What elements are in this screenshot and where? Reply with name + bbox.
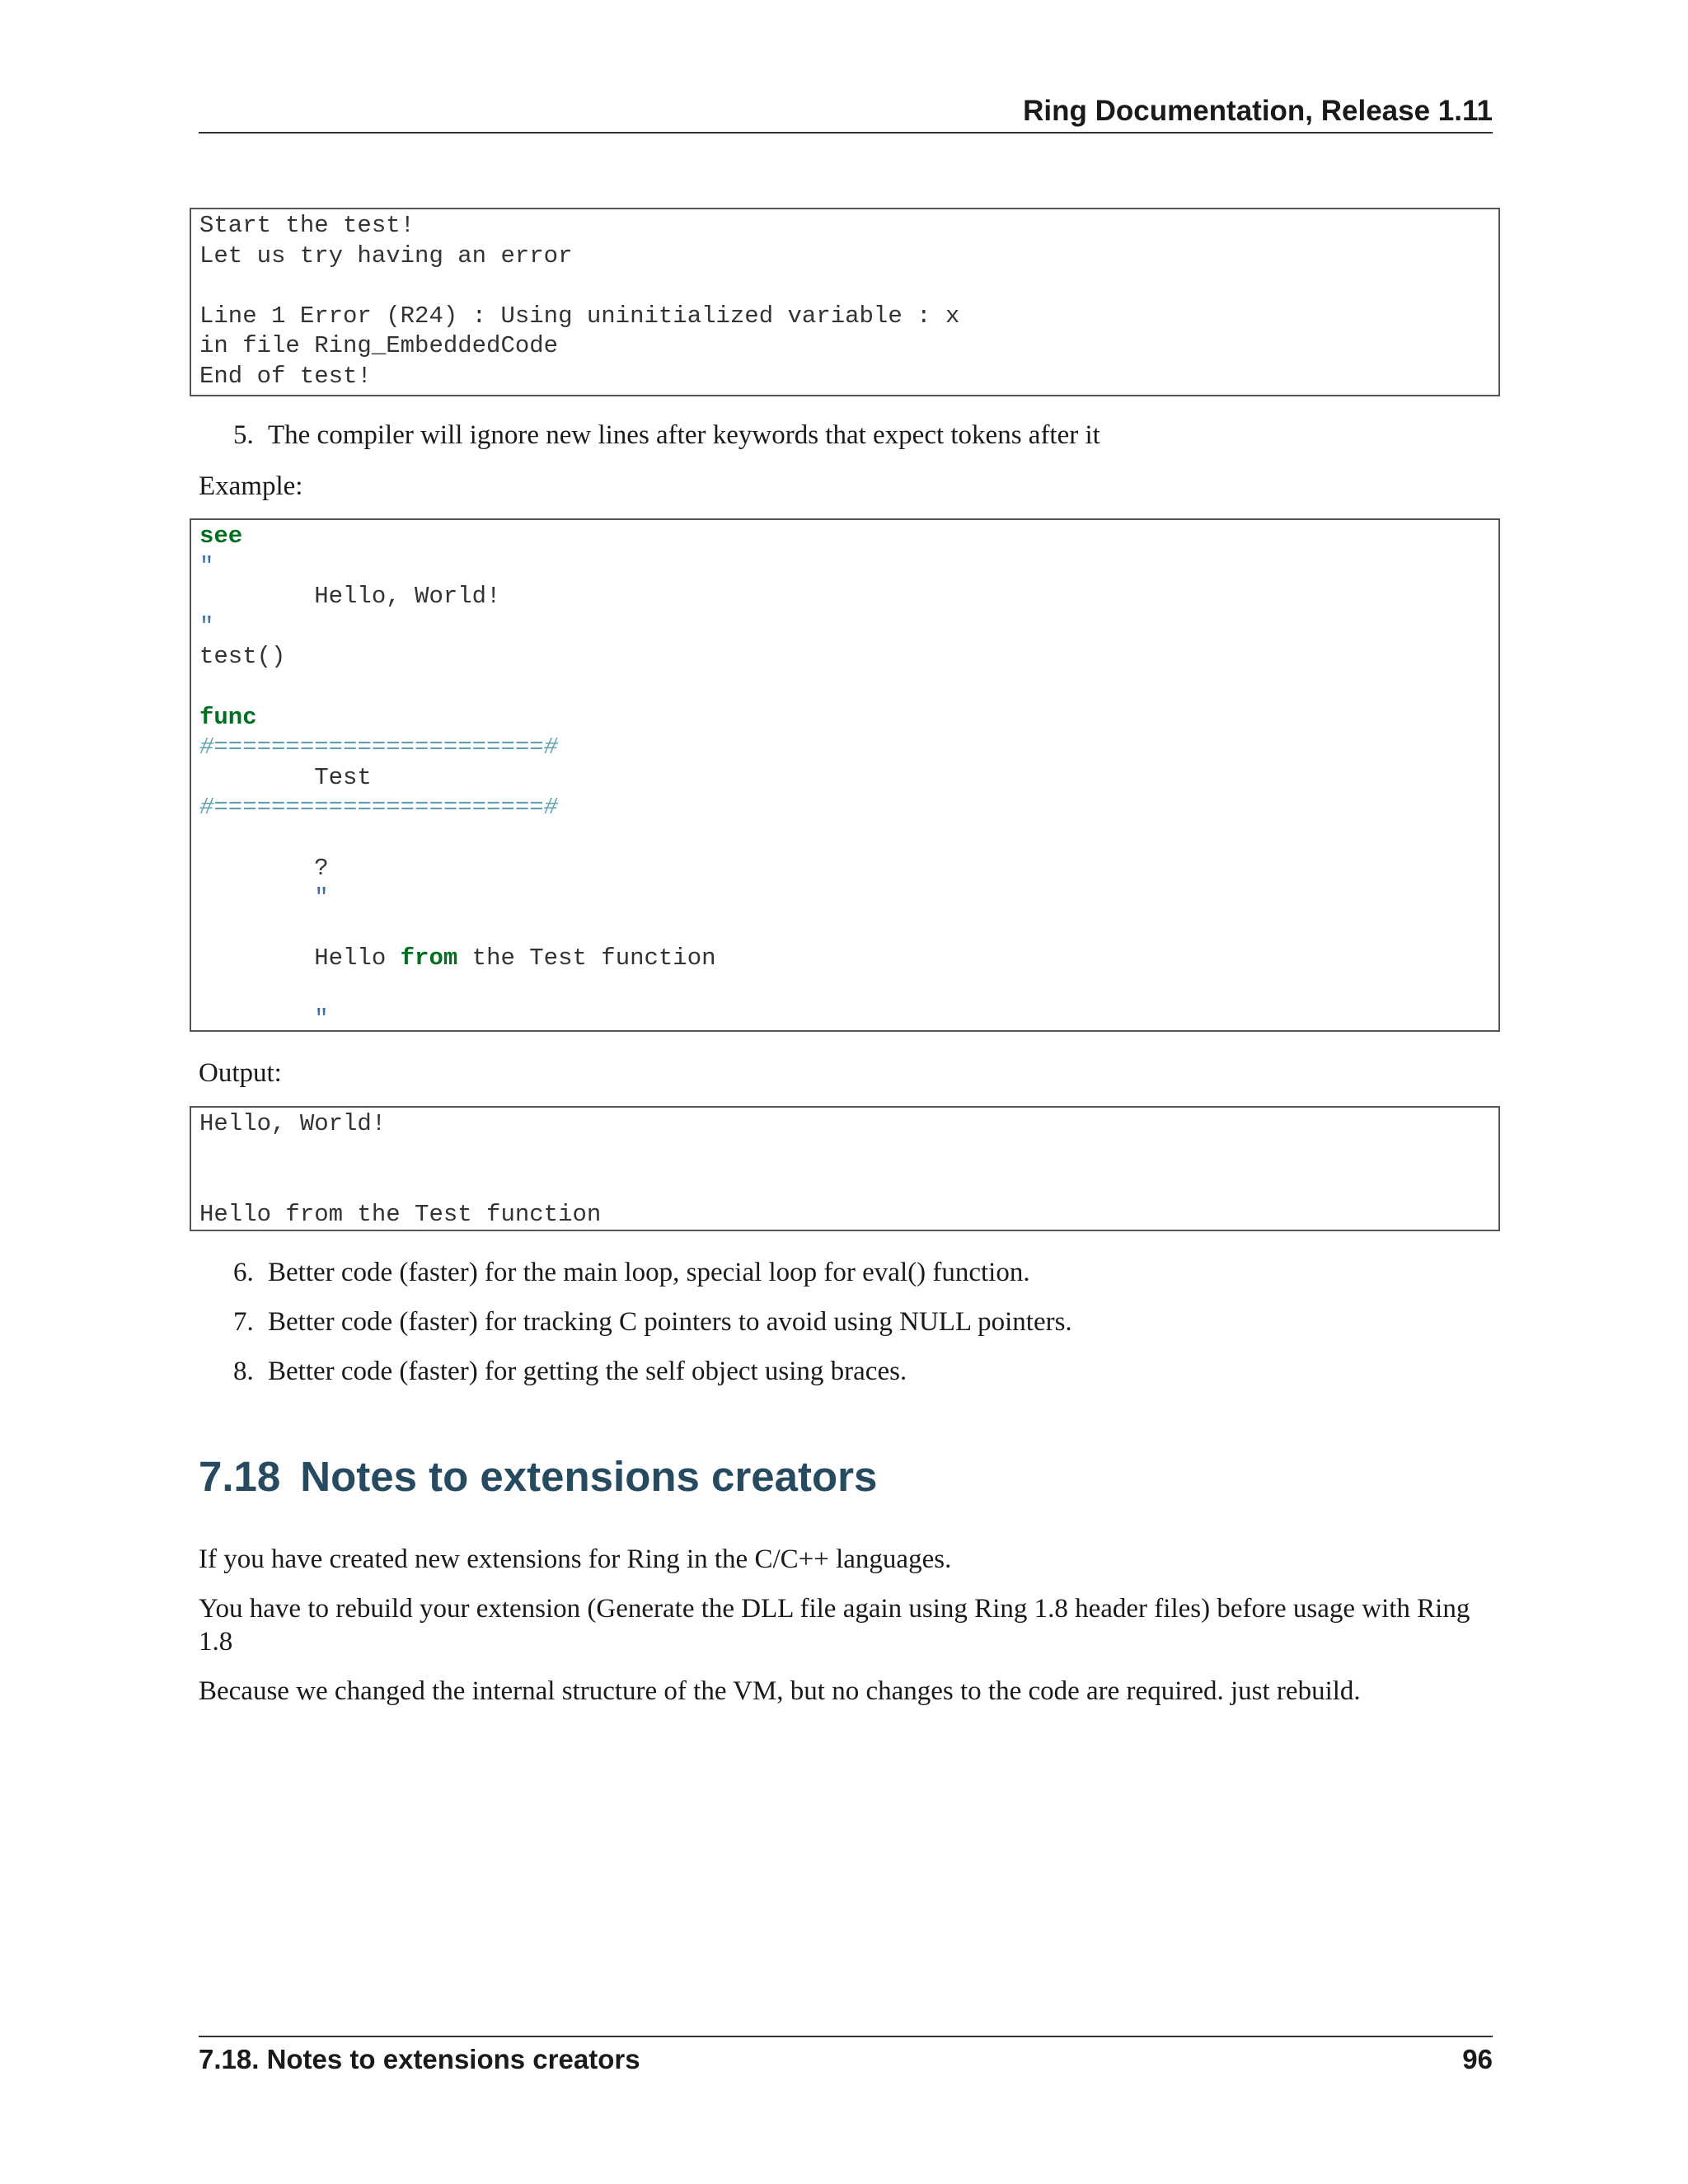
code-line [199, 1140, 1490, 1170]
output-block-1 [190, 208, 1500, 396]
list-text: Better code (faster) for getting the self object using braces. [268, 1357, 907, 1386]
code-token: ? [199, 854, 329, 882]
list-text: The compiler will ignore new lines after keywords that expect tokens after it [268, 420, 1100, 450]
code-example-block [190, 518, 1500, 1032]
section-number: 7.18 [199, 1453, 281, 1500]
output-block-2 [190, 1106, 1500, 1231]
paragraph-2: You have to rebuild your extension (Generate the DLL file again using Ring 1.8 header files) before usage with Ring 1.8 [199, 1594, 1470, 1657]
code-token: #=======================# [199, 733, 559, 762]
code-token: " [199, 884, 329, 912]
code-line [199, 974, 1490, 1005]
code-line: End of test! [199, 362, 372, 390]
page-header [199, 91, 1493, 134]
code-line [199, 1005, 1490, 1033]
list-number: 7. [233, 1307, 254, 1337]
code-line [199, 854, 1490, 884]
code-line: Hello, World! [199, 1110, 387, 1137]
paragraph-3: Because we changed the internal structure of the VM, but no changes to the code are required. just rebuild. [199, 1676, 1361, 1706]
page-footer [199, 2036, 1493, 2075]
list-text: Better code (faster) for tracking C pointers to avoid using NULL pointers. [268, 1307, 1072, 1337]
footer-section: 7.18. Notes to extensions creators [199, 2044, 640, 2074]
list-number: 5. [233, 420, 254, 450]
code-line [199, 733, 1490, 763]
section-title-text: Notes to extensions creators [300, 1453, 878, 1500]
list-number: 8. [233, 1357, 254, 1386]
code-token: " [199, 612, 214, 640]
code-token: " [199, 552, 214, 580]
code-line: Let us try having an error [199, 241, 573, 269]
paragraph-1: If you have created new extensions for Ring in the C/C++ languages. [199, 1544, 952, 1574]
list-number: 6. [233, 1258, 254, 1287]
code-line [199, 1169, 1490, 1200]
code-token: func [199, 703, 257, 731]
code-token: Hello, World! [199, 583, 501, 611]
list-item-7 [233, 1305, 1072, 1338]
section-heading [199, 1452, 877, 1501]
code-token: from [400, 944, 458, 972]
list-item-6 [233, 1256, 1030, 1289]
code-token: the Test function [457, 944, 716, 972]
code-line [199, 914, 1490, 944]
code-line [199, 582, 1490, 612]
output-label: Output: [199, 1058, 282, 1088]
example-label: Example: [199, 471, 303, 501]
list-text: Better code (faster) for the main loop, special loop for eval() function. [268, 1258, 1030, 1287]
code-token: Hello [199, 944, 401, 972]
code-token: #=======================# [199, 794, 559, 822]
code-line [199, 612, 1490, 643]
document-title: Ring Documentation, Release 1.11 [1023, 95, 1493, 127]
code-line [199, 673, 1490, 703]
list-item-5 [233, 419, 1100, 452]
code-line [199, 522, 1490, 552]
code-token: " [199, 1005, 329, 1032]
code-token: Test [199, 763, 372, 791]
code-line [199, 703, 1490, 733]
code-line: Hello from the Test function [199, 1200, 602, 1228]
code-line: Line 1 Error (R24) : Using uninitialized variable : x [199, 302, 960, 330]
code-line [199, 763, 1490, 794]
page-number: 96 [1462, 2044, 1493, 2074]
code-line [199, 552, 1490, 583]
code-token: test() [199, 643, 286, 671]
code-line [199, 642, 1490, 673]
code-line: Start the test! [199, 212, 415, 239]
code-token: see [199, 523, 243, 550]
code-line [199, 793, 1490, 823]
code-line [199, 883, 1490, 914]
code-line [199, 823, 1490, 854]
code-line [199, 944, 1490, 974]
list-item-8 [233, 1355, 907, 1388]
code-line: in file Ring_EmbeddedCode [199, 332, 559, 360]
code-line [199, 271, 1490, 302]
